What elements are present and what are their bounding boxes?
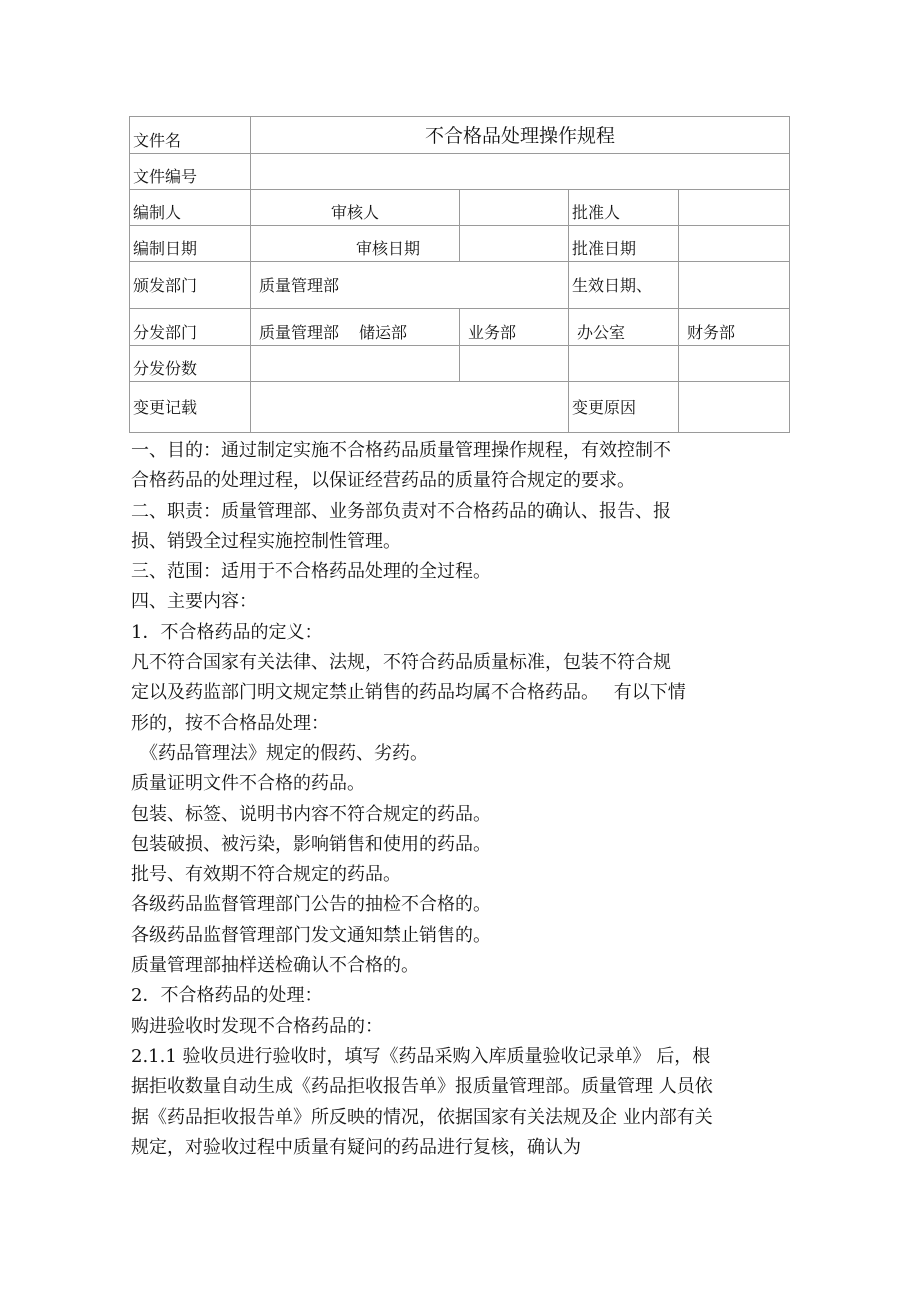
review-date-value xyxy=(460,226,569,262)
body-line: 包装破损、被污染，影响销售和使用的药品。 xyxy=(131,833,491,855)
effective-date-label: 生效日期、 xyxy=(569,262,679,309)
distribution-dept: 质量管理部 xyxy=(259,323,340,342)
distribution-dept: 办公室 xyxy=(569,309,679,346)
approver-label: 批准人 xyxy=(569,190,679,226)
body-line: 2.1.1 验收员进行验收时，填写《药品采购入库质量验收记录单》 后，根 xyxy=(131,1045,711,1067)
copies-value xyxy=(569,346,679,382)
reviewer-label: 审核人 xyxy=(251,190,460,226)
author-date-label: 编制日期 xyxy=(130,226,251,262)
approve-date-value xyxy=(679,226,790,262)
body-line: 凡不符合国家有关法律、法规，不符合药品质量标准，包装不符合规 xyxy=(131,652,671,674)
reviewer-value xyxy=(460,190,569,226)
body-line: 据拒收数量自动生成《药品拒收报告单》报质量管理部。质量管理 人员依 xyxy=(131,1076,713,1098)
file-no-value xyxy=(251,154,790,190)
change-reason-value xyxy=(679,382,790,433)
body-line: 《药品管理法》规定的假药、劣药。 xyxy=(131,742,428,764)
body-line: 定以及药监部门明文规定禁止销售的药品均属不合格药品。 有以下情 xyxy=(131,682,686,704)
file-name-label: 文件名 xyxy=(130,117,251,154)
body-line: 包装、标签、说明书内容不符合规定的药品。 xyxy=(131,803,491,825)
copies-label: 分发份数 xyxy=(130,346,251,382)
copies-value xyxy=(251,346,460,382)
distribution-dept-label: 分发部门 xyxy=(130,309,251,346)
issuing-dept-label: 颁发部门 xyxy=(130,262,251,309)
review-date-label: 审核日期 xyxy=(251,226,460,262)
body-line: 质量管理部抽样送检确认不合格的。 xyxy=(131,955,419,977)
distribution-dept-cell xyxy=(251,309,460,346)
body-line: 各级药品监督管理部门发文通知禁止销售的。 xyxy=(131,924,491,946)
document-control-table xyxy=(129,116,790,433)
approve-date-label: 批准日期 xyxy=(569,226,679,262)
body-line: 据《药品拒收报告单》所反映的情况，依据国家有关法规及企 业内部有关 xyxy=(131,1106,713,1128)
body-line: 损、销毁全过程实施控制性管理。 xyxy=(131,530,401,552)
approver-value xyxy=(679,190,790,226)
body-line: 2．不合格药品的处理： xyxy=(131,985,323,1007)
author-label: 编制人 xyxy=(130,190,251,226)
distribution-dept: 财务部 xyxy=(679,309,790,346)
body-line: 各级药品监督管理部门公告的抽检不合格的。 xyxy=(131,894,491,916)
effective-date-value xyxy=(679,262,790,309)
document-body xyxy=(131,436,811,1163)
body-line: 二、职责：质量管理部、业务部负责对不合格药品的确认、报告、报 xyxy=(131,500,671,522)
body-line: 一、目的：通过制定实施不合格药品质量管理操作规程，有效控制不 xyxy=(131,440,671,461)
copies-value xyxy=(679,346,790,382)
distribution-dept: 储运部 xyxy=(359,323,408,342)
body-line: 四、主要内容： xyxy=(131,591,257,613)
body-line: 购进验收时发现不合格药品的： xyxy=(131,1015,383,1037)
copies-value xyxy=(460,346,569,382)
body-line: 三、范围：适用于不合格药品处理的全过程。 xyxy=(131,561,491,583)
body-line: 质量证明文件不合格的药品。 xyxy=(131,773,365,795)
body-line: 形的，按不合格品处理： xyxy=(131,712,329,734)
change-record-value xyxy=(251,382,569,433)
change-reason-label: 变更原因 xyxy=(569,382,679,433)
body-line: 规定，对验收过程中质量有疑问的药品进行复核，确认为 xyxy=(131,1136,581,1158)
body-line: 1．不合格药品的定义： xyxy=(131,621,323,643)
issuing-dept-value: 质量管理部 xyxy=(251,262,569,309)
body-line: 批号、有效期不符合规定的药品。 xyxy=(131,864,401,886)
file-no-label: 文件编号 xyxy=(130,154,251,190)
body-line: 合格药品的处理过程，以保证经营药品的质量符合规定的要求。 xyxy=(131,470,635,492)
change-record-label: 变更记载 xyxy=(130,382,251,433)
document-title: 不合格品处理操作规程 xyxy=(251,117,790,154)
distribution-dept: 业务部 xyxy=(460,309,569,346)
